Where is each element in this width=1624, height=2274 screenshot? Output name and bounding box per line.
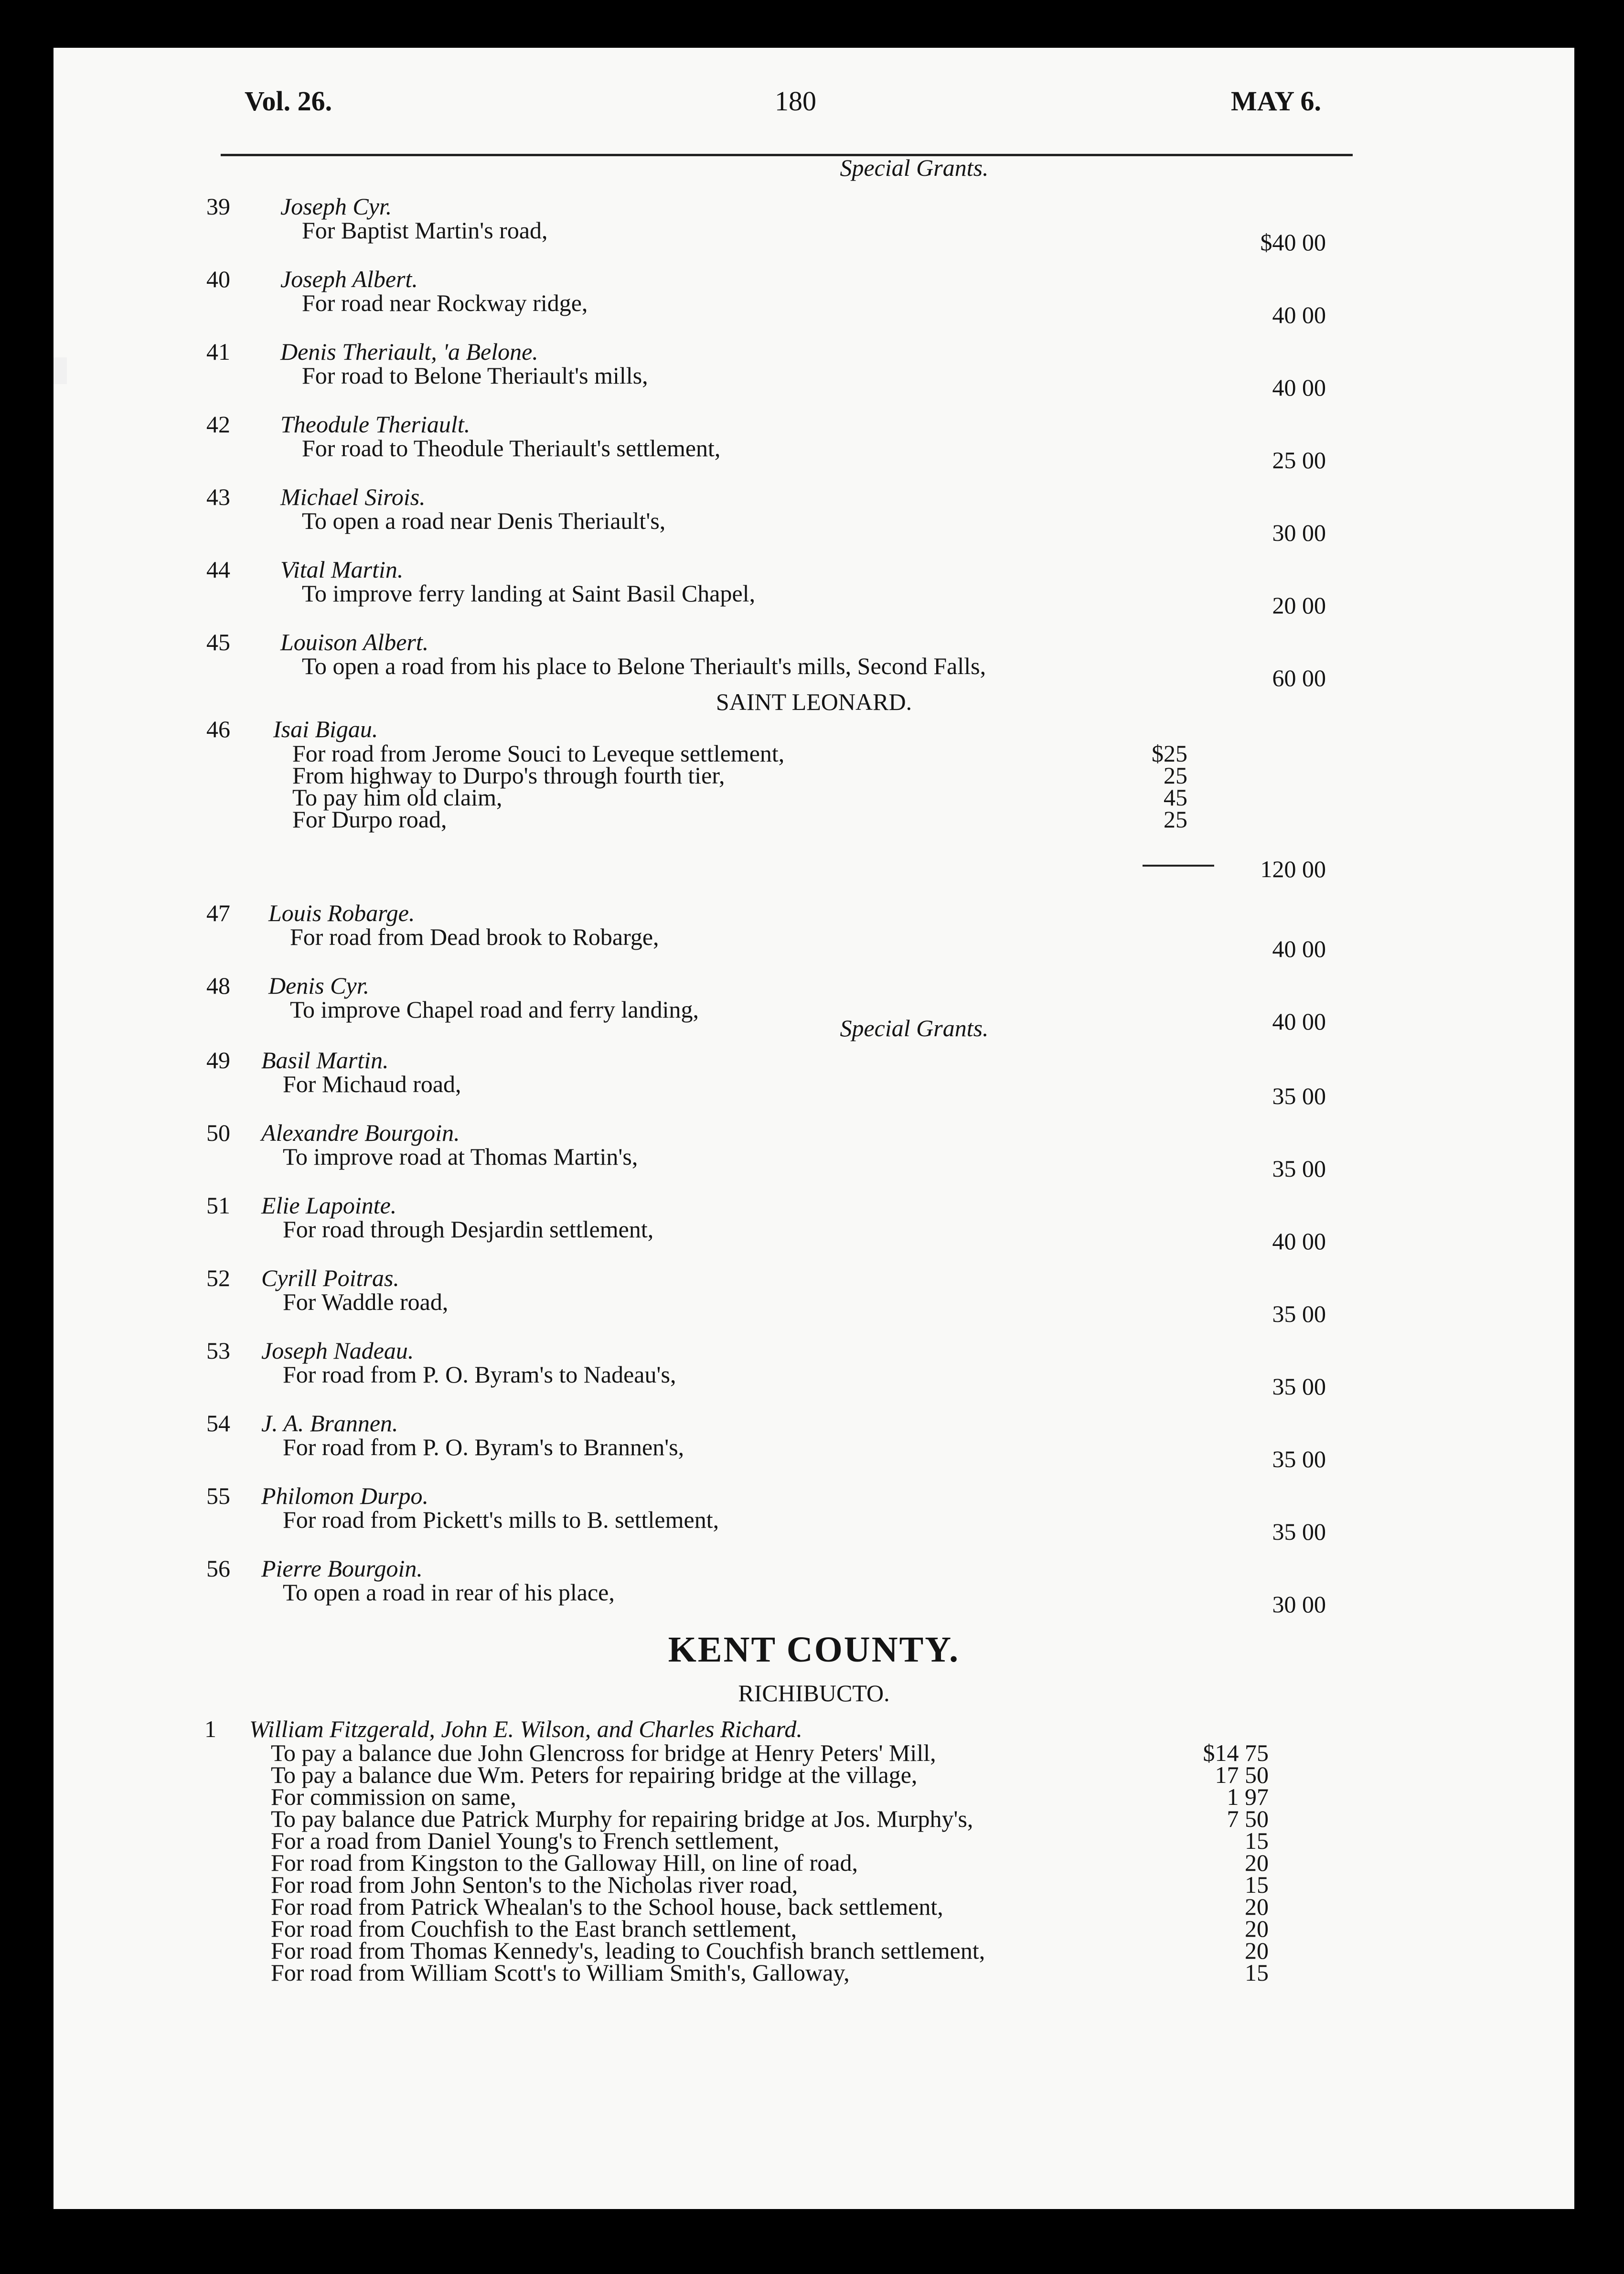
entry-number: 56	[206, 1555, 230, 1582]
special-grants-heading: Special Grants.	[840, 154, 989, 181]
entry-number: 51	[206, 1192, 230, 1219]
item-amount: $14 75	[1203, 1739, 1269, 1766]
entry-amount: 35 00	[1272, 1083, 1326, 1109]
entry-name: William Fitzgerald, John E. Wilson, and Charles Richard.	[249, 1716, 802, 1742]
entry-amount: 60 00	[1272, 665, 1326, 691]
item-amount: 20	[1245, 1893, 1269, 1920]
item-description: For road from Patrick Whealan's to the School house, back settlement,	[271, 1893, 943, 1920]
entry-number: 39	[206, 193, 230, 220]
item-amount: 20	[1245, 1915, 1269, 1942]
item-description: For road from Thomas Kennedy's, leading to Couchfish branch settlement,	[271, 1937, 985, 1964]
entry-name: Elie Lapointe.	[261, 1192, 397, 1219]
entry-amount: 35 00	[1272, 1373, 1326, 1400]
item-amount: 7 50	[1227, 1805, 1269, 1832]
entry-amount: 30 00	[1272, 519, 1326, 546]
entry-description: For road from P. O. Byram's to Brannen's,	[283, 1434, 684, 1460]
entry-number: 43	[206, 483, 230, 510]
entry-name: Vital Martin.	[280, 556, 404, 583]
item-amount: $25	[1152, 740, 1187, 767]
entry-name: Cyrill Poitras.	[261, 1265, 399, 1291]
entry-name: Joseph Albert.	[280, 266, 418, 292]
entry-amount: 35 00	[1272, 1518, 1326, 1545]
entry-description: To improve Chapel road and ferry landing,	[290, 996, 699, 1023]
sum-rule	[1143, 865, 1214, 867]
entry-name: Pierre Bourgoin.	[261, 1555, 423, 1582]
entry-amount: 30 00	[1272, 1591, 1326, 1618]
entry-name: Basil Martin.	[261, 1047, 389, 1073]
page-date: MAY 6.	[1231, 86, 1322, 117]
entry-amount: 20 00	[1272, 592, 1326, 619]
entry-description: To improve road at Thomas Martin's,	[283, 1143, 638, 1170]
entry-number: 52	[206, 1265, 230, 1291]
item-amount: 45	[1164, 784, 1187, 811]
entry-description: For road from Pickett's mills to B. settlement,	[283, 1506, 719, 1533]
entry-number: 1	[204, 1716, 216, 1742]
item-description: For road from Kingston to the Galloway Hill, on line of road,	[271, 1849, 858, 1876]
item-amount: 1 97	[1227, 1783, 1269, 1810]
entry-name: Denis Theriault, 'a Belone.	[280, 338, 538, 365]
entry-amount: 35 00	[1272, 1155, 1326, 1182]
entry-number: 41	[206, 338, 230, 365]
entry-number: 42	[206, 411, 230, 438]
volume-label: Vol. 26.	[245, 86, 332, 117]
entry-name: Denis Cyr.	[268, 972, 370, 999]
item-description: For road from Jerome Souci to Leveque settlement,	[292, 740, 785, 767]
entry-description: For road to Belone Theriault's mills,	[302, 362, 648, 389]
special-grants-heading-2: Special Grants.	[840, 1015, 989, 1041]
item-description: For Durpo road,	[292, 806, 447, 833]
entry-description: For Michaud road,	[283, 1071, 461, 1097]
entry-amount: 40 00	[1272, 1228, 1326, 1255]
entry-description: To open a road in rear of his place,	[283, 1579, 615, 1606]
item-description: For road from William Scott's to William Smith's, Galloway,	[271, 1959, 850, 1986]
item-amount: 15	[1245, 1959, 1269, 1986]
entry-name: Joseph Cyr.	[280, 193, 392, 220]
page-tab-mark	[53, 357, 67, 384]
entry-name: Louison Albert.	[280, 629, 429, 655]
entry-amount: 120 00	[1260, 856, 1326, 882]
entry-number: 49	[206, 1047, 230, 1073]
entry-amount: $40 00	[1260, 229, 1326, 256]
entry-number: 50	[206, 1119, 230, 1146]
document-page	[53, 48, 1574, 2209]
entry-description: For road from P. O. Byram's to Nadeau's,	[283, 1361, 676, 1388]
item-description: From highway to Durpo's through fourth tier,	[292, 762, 725, 789]
item-description: For a road from Daniel Young's to French settlement,	[271, 1827, 780, 1854]
entry-description: For road near Rockway ridge,	[302, 290, 588, 316]
bleed-through-text	[1248, 124, 1574, 1987]
entry-number: 47	[206, 900, 230, 926]
entry-number: 45	[206, 629, 230, 655]
entry-name: Isai Bigau.	[273, 716, 378, 742]
entry-amount: 40 00	[1272, 374, 1326, 401]
item-amount: 17 50	[1215, 1761, 1269, 1788]
entry-amount: 40 00	[1272, 1008, 1326, 1035]
item-description: For road from John Senton's to the Nicholas river road,	[271, 1871, 798, 1898]
item-description: For road from Couchfish to the East branch settlement,	[271, 1915, 797, 1942]
item-amount: 20	[1245, 1849, 1269, 1876]
entry-description: For road to Theodule Theriault's settlement,	[302, 435, 721, 461]
entry-number: 48	[206, 972, 230, 999]
entry-amount: 35 00	[1272, 1300, 1326, 1327]
entry-number: 46	[206, 716, 230, 742]
entry-amount: 35 00	[1272, 1446, 1326, 1472]
entry-name: Michael Sirois.	[280, 483, 426, 510]
entry-name: Louis Robarge.	[268, 900, 415, 926]
entry-amount: 40 00	[1272, 301, 1326, 328]
entry-number: 54	[206, 1410, 230, 1437]
entry-amount: 40 00	[1272, 935, 1326, 962]
richibucto-heading: RICHIBUCTO.	[738, 1680, 890, 1706]
entry-description: For Baptist Martin's road,	[302, 217, 548, 244]
item-amount: 15	[1245, 1827, 1269, 1854]
kent-county-heading: KENT COUNTY.	[668, 1630, 960, 1670]
item-amount: 25	[1164, 806, 1187, 833]
entry-description: To open a road from his place to Belone Theriault's mills, Second Falls,	[302, 653, 986, 679]
item-description: For commission on same,	[271, 1783, 516, 1810]
item-description: To pay balance due Patrick Murphy for repairing bridge at Jos. Murphy's,	[271, 1805, 973, 1832]
entry-number: 55	[206, 1482, 230, 1509]
entry-name: J. A. Brannen.	[261, 1410, 398, 1437]
saint-leonard-heading: SAINT LEONARD.	[716, 688, 912, 715]
entry-description: To improve ferry landing at Saint Basil Chapel,	[302, 580, 756, 607]
entry-amount: 25 00	[1272, 447, 1326, 473]
entry-description: For road from Dead brook to Robarge,	[290, 923, 659, 950]
item-description: To pay a balance due Wm. Peters for repairing bridge at the village,	[271, 1761, 918, 1788]
item-description: To pay him old claim,	[292, 784, 502, 811]
entry-description: For Waddle road,	[283, 1288, 449, 1315]
entry-name: Philomon Durpo.	[261, 1482, 428, 1509]
item-amount: 20	[1245, 1937, 1269, 1964]
entry-name: Alexandre Bourgoin.	[261, 1119, 460, 1146]
entry-number: 40	[206, 266, 230, 292]
item-amount: 15	[1245, 1871, 1269, 1898]
entry-number: 44	[206, 556, 230, 583]
entry-number: 53	[206, 1337, 230, 1364]
item-description: To pay a balance due John Glencross for bridge at Henry Peters' Mill,	[271, 1739, 936, 1766]
entry-description: To open a road near Denis Theriault's,	[302, 507, 666, 534]
entry-name: Joseph Nadeau.	[261, 1337, 414, 1364]
entry-description: For road through Desjardin settlement,	[283, 1216, 654, 1243]
entry-name: Theodule Theriault.	[280, 411, 470, 438]
item-amount: 25	[1164, 762, 1187, 789]
page-number: 180	[775, 86, 816, 117]
